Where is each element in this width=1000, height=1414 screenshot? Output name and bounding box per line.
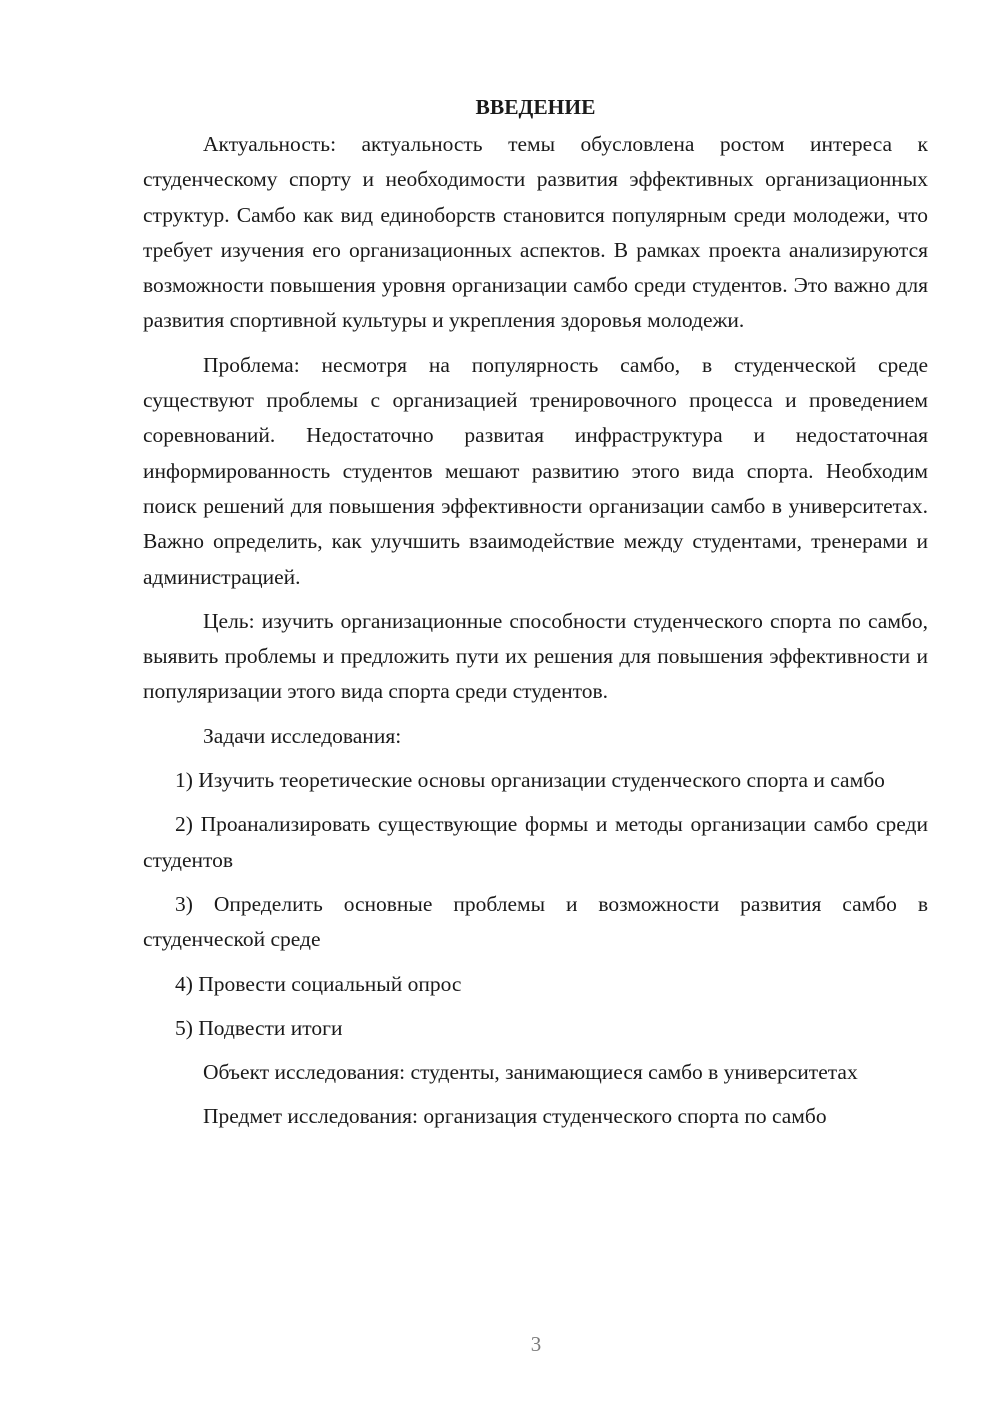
paragraph-relevance: Актуальность: актуальность темы обусловлена ростом интереса к студенческому спорту и необходимости развития эффективных организационных структур. Самбо как вид единоборств становится популярным среди молодежи, что требует изучения его организационных аспектов. В рамках проекта анализируются возможности повышения уровня организации самбо среди студентов. Это важно для развития спортивной культуры и укрепления здоровья молодежи. [143, 132, 928, 333]
task-item-2: 2) Проанализировать существующие формы и методы организации самбо среди студентов [143, 812, 928, 872]
paragraph-object: Объект исследования: студенты, занимающиеся самбо в университетах [203, 1060, 858, 1085]
page-title: ВВЕДЕНИЕ [475, 95, 596, 119]
paragraph-subject: Предмет исследования: организация студенческого спорта по самбо [203, 1104, 827, 1129]
task-item-4: 4) Провести социальный опрос [175, 971, 462, 996]
task-item-5: 5) Подвести итоги [175, 1015, 343, 1040]
task-item-3: 3) Определить основные проблемы и возможности развития самбо в студенческой среде [143, 891, 928, 952]
page-number: 3 [530, 1332, 542, 1356]
document-page [143, 90, 928, 1144]
task-item-1: 1) Изучить теоретические основы организации студенческого спорта и самбо [175, 768, 885, 793]
paragraph-goal: Цель: изучить организационные способности студенческого спорта по самбо, выявить проблемы и предложить пути их решения для повышения эффективности и популяризации этого вида спорта среди студентов. [143, 608, 928, 704]
tasks-heading: Задачи исследования: [203, 723, 402, 748]
paragraph-problem: Проблема: несмотря на популярность самбо, в студенческой среде существуют проблемы с организацией тренировочного процесса и проведением соревнований. Недостаточно развитая инфраструктура и недостаточная информированность студентов мешают развитию этого вида спорта. Необходим поиск решений для повышения эффективности организации самбо в университетах. Важно определить, как улучшить взаимодействие между студентами, тренерами и администрацией. [143, 352, 928, 589]
